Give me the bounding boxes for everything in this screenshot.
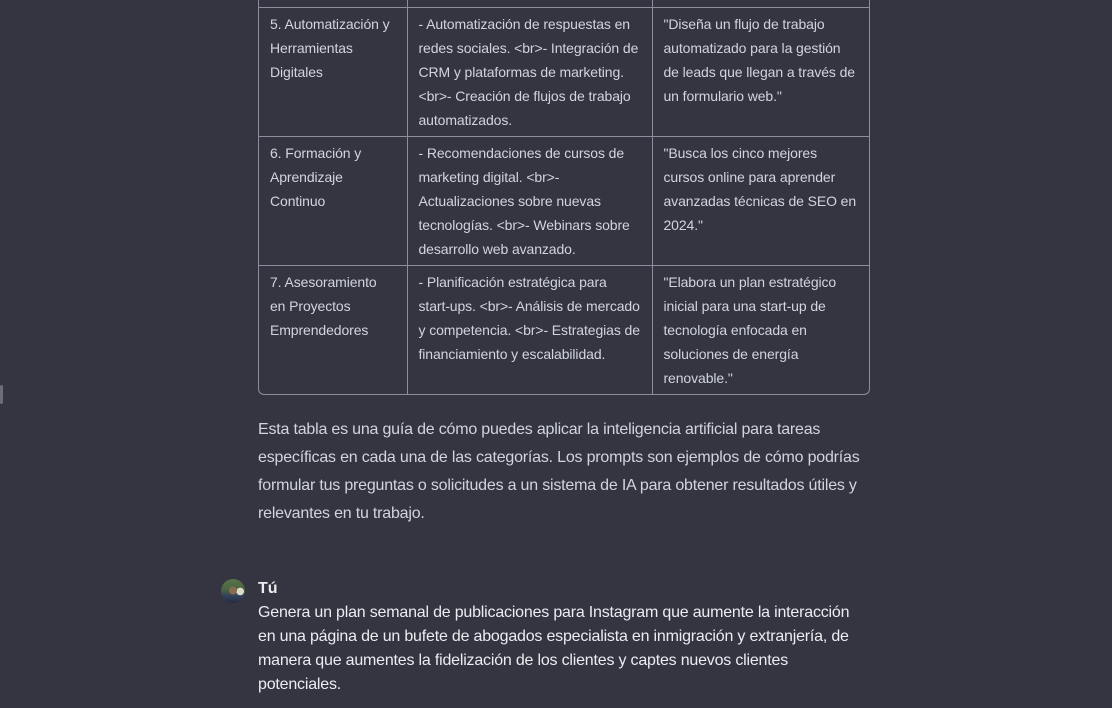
user-message-text: Genera un plan semanal de publicaciones para Instagram que aumente la interacción en una página de un bufete de abogados especialista en inmigración y extranjería, de manera que aumentes la fidelización de los clientes y captes nuevos clientes potenciales. bbox=[258, 604, 850, 693]
table-cell-empty bbox=[407, 0, 652, 7]
table-cell-prompt: "Diseña un flujo de trabajo automatizado para la gestión de leads que llegan a través de un formulario web." bbox=[652, 7, 869, 136]
table-row bbox=[259, 7, 869, 136]
scrollbar-thumb[interactable] bbox=[0, 385, 3, 404]
ai-categories-table bbox=[259, 0, 869, 394]
table-cell-category: 7. Asesoramiento en Proyectos Emprendedores bbox=[259, 265, 407, 394]
conversation-thread bbox=[258, 0, 870, 697]
table-cell-category: 5. Automatización y Herramientas Digitales bbox=[259, 7, 407, 136]
table-cell-tasks: - Planificación estratégica para start-ups. <br>- Análisis de mercado y competencia. <br>- Estrategias de financiamiento y escalabilidad. bbox=[407, 265, 652, 394]
table-cell-empty bbox=[259, 0, 407, 7]
table-cell-prompt: "Busca los cinco mejores cursos online para aprender avanzadas técnicas de SEO en 2024." bbox=[652, 136, 869, 265]
table-cell-category: 6. Formación y Aprendizaje Continuo bbox=[259, 136, 407, 265]
table-cell-tasks: - Automatización de respuestas en redes sociales. <br>- Integración de CRM y plataformas de marketing. <br>- Creación de flujos de trabajo automatizados. bbox=[407, 7, 652, 136]
ai-categories-table-frame bbox=[258, 0, 870, 395]
assistant-note-paragraph: Esta tabla es una guía de cómo puedes aplicar la inteligencia artificial para tareas específicas en cada una de las categorías. Los prompts son ejemplos de cómo podrías formular tus preguntas o solicitudes a un sistema de IA para obtener resultados útiles y relevantes en tu trabajo. bbox=[258, 421, 860, 522]
user-avatar-photo-icon bbox=[221, 579, 245, 603]
table-row bbox=[259, 265, 869, 394]
table-row-partial bbox=[259, 0, 869, 7]
table-cell-empty bbox=[652, 0, 869, 7]
table-row bbox=[259, 136, 869, 265]
table-cell-tasks: - Recomendaciones de cursos de marketing digital. <br>- Actualizaciones sobre nuevas tecnologías. <br>- Webinars sobre desarrollo web avanzado. bbox=[407, 136, 652, 265]
user-message bbox=[258, 577, 870, 697]
table-cell-prompt: "Elabora un plan estratégico inicial para una start-up de tecnología enfocada en soluciones de energía renovable." bbox=[663, 273, 837, 386]
user-author-label: Tú bbox=[258, 580, 278, 597]
